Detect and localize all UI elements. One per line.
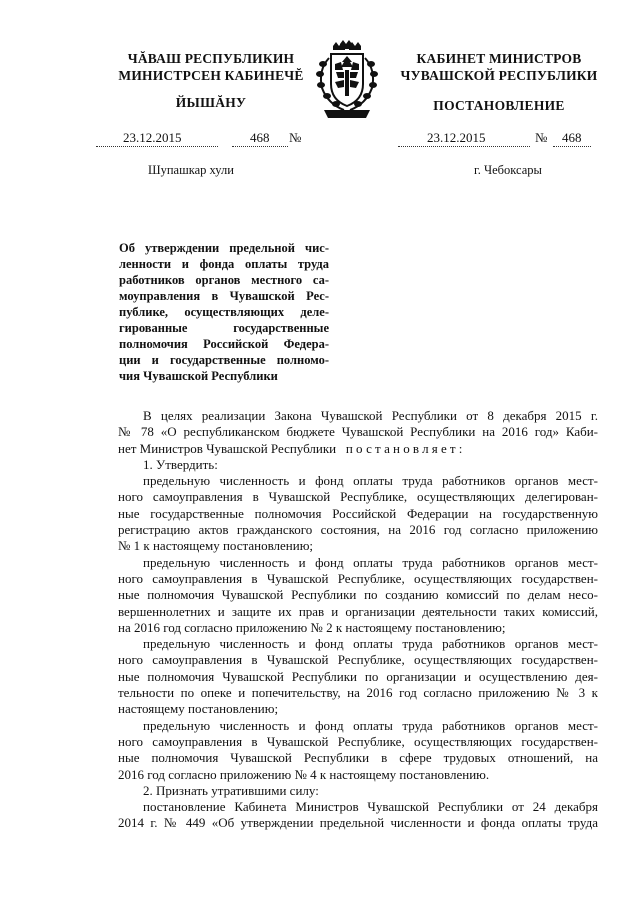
body-line: ного самоуправления в Чувашской Республике, осуществляющих государствен- bbox=[118, 570, 598, 586]
header-right-line1: КАБИНЕТ МИНИСТРОВ bbox=[416, 51, 582, 66]
body-line: предельную численность и фонд оплаты труда работников органов мест- bbox=[143, 636, 598, 652]
doc-date-right: 23.12.2015 bbox=[427, 130, 486, 145]
body-line: ные полномочия Чувашской Республики в сфере трудовых отношений, на bbox=[118, 750, 598, 766]
body-line: тельности по опеке и попечительству, на 2016 год согласно приложению № 3 к bbox=[118, 685, 598, 701]
place-right: г. Чебоксары bbox=[474, 163, 542, 177]
body-line: настоящему постановлению; bbox=[118, 701, 279, 717]
body-line: ного самоуправления в Чувашской Республике, осуществляющих государствен- bbox=[118, 652, 598, 668]
document-body bbox=[118, 408, 598, 832]
body-line: ные полномочия Чувашской Республики по организации и осуществлению дея- bbox=[118, 668, 598, 684]
decree-word: постановляет: bbox=[345, 440, 466, 456]
title-line: публике, осуществляющих деле- bbox=[119, 305, 329, 319]
doc-number-sign-left: № bbox=[289, 130, 302, 145]
body-line: 2016 год согласно приложению № 4 к настоящему постановлению. bbox=[118, 766, 490, 782]
header-left-line1: ЧĂВАШ РЕСПУБЛИКИН bbox=[127, 51, 295, 66]
body-line: вершеннолетних и защите их прав и организации деятельности таких комиссий, bbox=[118, 603, 598, 619]
header-left-line2: МИНИСТРСЕН КАБИНЕЧĔ bbox=[118, 68, 304, 83]
body-line: 2014 г. № 449 «Об утверждении предельной численности и фонда оплаты труда bbox=[118, 815, 598, 831]
body-line: ные полномочия Чувашской Республики по созданию комиссий по делам несо- bbox=[118, 587, 598, 603]
doc-number-value-right: 468 bbox=[562, 130, 582, 145]
title-line: Об утверждении предельной чис- bbox=[119, 241, 329, 255]
place-left: Шупашкар хули bbox=[148, 163, 234, 177]
body-line: № 78 «О республиканском бюджете Чувашской Республики на 2016 год» Каби- bbox=[118, 424, 598, 440]
body-line: № 1 к настоящему постановлению; bbox=[118, 538, 314, 554]
body-line: предельную численность и фонд оплаты труда работников органов мест- bbox=[143, 473, 598, 489]
doc-type-left: ЙЫШĂНУ bbox=[175, 95, 247, 110]
body-line: предельную численность и фонд оплаты труда работников органов мест- bbox=[143, 717, 598, 733]
chuvash-republic-emblem-icon bbox=[308, 40, 386, 122]
title-line: ции и государственные полномо- bbox=[119, 353, 329, 367]
body-item-2-heading: 2. Признать утратившими силу: bbox=[143, 782, 319, 798]
doc-type-right: ПОСТАНОВЛЕНИЕ bbox=[433, 98, 565, 113]
title-line: моуправления в Чувашской Рес- bbox=[119, 289, 329, 303]
title-line: гированные государственные bbox=[119, 321, 329, 335]
doc-number-value-left: 468 bbox=[250, 130, 270, 145]
body-line: предельную численность и фонд оплаты труда работников органов мест- bbox=[143, 554, 598, 570]
body-line: ного самоуправления в Чувашской Республике, осуществляющих государствен- bbox=[118, 733, 598, 749]
title-line: чия Чувашской Республики bbox=[119, 369, 278, 383]
document-title bbox=[119, 240, 329, 384]
body-item-1-heading: 1. Утвердить: bbox=[143, 456, 218, 472]
title-line: ленности и фонда оплаты труда bbox=[119, 257, 329, 271]
body-line-decree-text: нет Министров Чувашской Республики bbox=[118, 440, 337, 456]
body-line: ного самоуправления в Чувашской Республике, осуществляющих делегирован- bbox=[118, 489, 598, 505]
body-line: В целях реализации Закона Чувашской Республики от 8 декабря 2015 г. bbox=[143, 408, 598, 423]
header-right-line2: ЧУВАШСКОЙ РЕСПУБЛИКИ bbox=[400, 68, 598, 83]
header-left bbox=[100, 50, 322, 84]
doc-number-sign-right: № bbox=[535, 130, 548, 145]
doc-date-left: 23.12.2015 bbox=[123, 130, 182, 145]
body-line: ные государственные полномочия Российской Федерации на государственную bbox=[118, 505, 598, 521]
title-line: работников органов местного са- bbox=[119, 273, 329, 287]
title-line: полномочия Российской Федера- bbox=[119, 337, 329, 351]
header-right bbox=[388, 50, 610, 84]
body-line: регистрацию актов гражданского состояния, на 2016 год согласно приложению bbox=[118, 522, 598, 538]
body-line: постановление Кабинета Министров Чувашской Республики от 24 декабря bbox=[143, 799, 598, 815]
body-line-decree bbox=[118, 441, 598, 457]
body-line: на 2016 год согласно приложению № 2 к настоящему постановлению; bbox=[118, 619, 506, 635]
